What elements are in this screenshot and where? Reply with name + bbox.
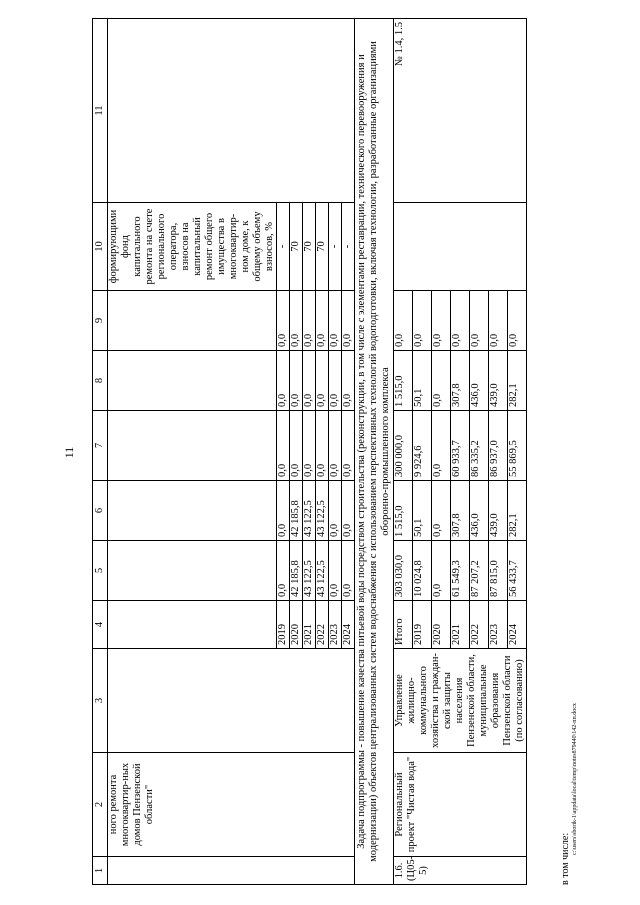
table-cell: 2022 [470,601,489,649]
table-cell: 0,0 [432,351,451,411]
table-cell: 56 433,7 [508,541,527,601]
cell-empty [108,541,277,601]
table-cell: 0,0 [329,481,342,541]
table-cell: 87 815,0 [489,541,508,601]
table-cell: 43 122,5 [303,481,316,541]
table-cell: 0,0 [329,411,342,481]
table-cell: 0,0 [342,411,355,481]
col-num: 6 [93,481,108,541]
table-body [93,19,527,885]
project-number-text: 1.6. [394,862,405,879]
table-cell: 0,0 [277,291,290,351]
program-table [92,18,527,885]
table-cell: 9 924,6 [413,411,432,481]
table-cell: 0,0 [290,351,303,411]
table-cell: 0,0 [290,411,303,481]
table-cell: 2023 [489,601,508,649]
table-cell: 0,0 [290,291,303,351]
table-cell: 0,0 [303,411,316,481]
col-num: 11 [93,19,108,203]
table-cell: 0,0 [508,291,527,351]
table-cell: 2020 [432,601,451,649]
table-cell: 0,0 [316,351,329,411]
table-cell: 0,0 [342,481,355,541]
table-cell: 282,1 [508,351,527,411]
table-cell: 2024 [342,601,355,649]
table-cell: 2019 [277,601,290,649]
table-cell: 0,0 [394,291,413,351]
col-num: 2 [93,753,108,857]
table-cell: 439,0 [489,351,508,411]
cell-empty [108,19,355,203]
table-cell: 0,0 [303,351,316,411]
table-cell: 60 933,7 [451,411,470,481]
table-cell: 86 937,0 [489,411,508,481]
table-cell: 2023 [329,601,342,649]
cell-empty [108,411,277,481]
table-cell: 2019 [413,601,432,649]
table-cell: 70 [290,203,303,291]
cell-empty [108,601,277,649]
table-cell: 0,0 [277,481,290,541]
page-number: 11 [62,446,76,459]
table-cell: 1 515,0 [394,481,413,541]
table-cell: 0,0 [316,291,329,351]
table-cell: 0,0 [432,291,451,351]
cell-empty [108,351,277,411]
table-cell: 0,0 [277,411,290,481]
project-number [394,857,527,885]
table-cell: 0,0 [342,351,355,411]
table-cell: 436,0 [470,481,489,541]
table-cell: 0,0 [329,351,342,411]
table-cell: 439,0 [489,481,508,541]
task-text: Задача подпрограммы - повышение качества питьевой воды посредством строительства (реконструкции, в том числе с элементами реставрации, технического перевооружения и модернизации) объектов централизованных систем водоснабжения с использованием перспективных технологий водоподготовки, включая технологии, разработанные организациями оборонно-промышленного комплекса [355,19,394,885]
table-cell: 50,1 [413,351,432,411]
table-cell: 43 122,5 [316,541,329,601]
footer-note: в том числе: [560,832,571,885]
table-cell: 42 185,8 [290,481,303,541]
table-cell: 282,1 [508,481,527,541]
table-cell: 303 030,0 [394,541,413,601]
cell-empty [108,857,355,885]
col-num: 5 [93,541,108,601]
table-cell: 2024 [508,601,527,649]
column-number-row [93,19,108,885]
cell-empty [108,481,277,541]
cell-empty [108,291,277,351]
table-cell: 70 [303,203,316,291]
table-cell: 0,0 [451,291,470,351]
table-cell: 307,8 [451,481,470,541]
continuation-row [108,19,277,885]
table-cell: 0,0 [432,411,451,481]
table-cell: 2020 [290,601,303,649]
continued-indicator: формирующими фонд капитального ремонта на счете регионального оператора, взносов на капитальный ремонт общего имущества в многоквартир-ном доме, к общему объему взносов, % [108,203,277,291]
table-cell: 61 549,3 [451,541,470,601]
table-cell: Итого [394,601,413,649]
cell-empty [108,649,355,753]
table-cell: 0,0 [316,411,329,481]
table-cell: - [342,203,355,291]
table-cell: 2021 [303,601,316,649]
table-cell: 2022 [316,601,329,649]
table-cell: 50,1 [413,481,432,541]
table-row [394,19,413,885]
task-row [355,19,394,885]
table-cell: 0,0 [277,351,290,411]
table-cell: 70 [316,203,329,291]
table-cell: 0,0 [432,541,451,601]
table-cell: 87 207,2 [470,541,489,601]
table-cell: 307,8 [451,351,470,411]
table-cell: 0,0 [413,291,432,351]
col-num: 4 [93,601,108,649]
table-cell: 0,0 [342,291,355,351]
project-executor: Управление жилищно-коммунального хозяйства и граждан-ской защиты населения Пензенской области, муниципальные образования Пензенской области (по согласованию) [394,649,527,753]
col-num: 9 [93,291,108,351]
table-cell: 10 024,8 [413,541,432,601]
project-code: (Ц05-5) [406,855,429,881]
continued-name: ного ремонта многоквартир-ных домов Пензенской области" [108,753,355,857]
table-cell: 0,0 [470,291,489,351]
col-num: 3 [93,649,108,753]
col-num: 1 [93,857,108,885]
table-cell: 55 869,5 [508,411,527,481]
table-cell: - [329,203,342,291]
table-cell: 0,0 [329,541,342,601]
project-reference: № 1.4, 1.5 [394,19,527,203]
table-cell: 0,0 [329,291,342,351]
table-cell: 42 185,8 [290,541,303,601]
table-cell: 0,0 [342,541,355,601]
col-num: 8 [93,351,108,411]
table-cell: 43 122,5 [316,481,329,541]
table-cell: 0,0 [432,481,451,541]
table-cell: 86 335,2 [470,411,489,481]
cell-empty [394,203,527,291]
table-cell: 43 122,5 [303,541,316,601]
table-cell: 0,0 [489,291,508,351]
project-name: Региональный проект "Чистая вода" [394,753,527,857]
table-cell: 300 000,0 [394,411,413,481]
file-path: c:\users\sborik-1\appdata\local\temp\notes879440\142-пп.docx [572,703,578,855]
table-cell: 436,0 [470,351,489,411]
table-cell: - [277,203,290,291]
table-cell: 1 515,0 [394,351,413,411]
col-num: 10 [93,203,108,291]
table-cell: 0,0 [303,291,316,351]
table-cell: 0,0 [277,541,290,601]
col-num: 7 [93,411,108,481]
table-cell: 2021 [451,601,470,649]
